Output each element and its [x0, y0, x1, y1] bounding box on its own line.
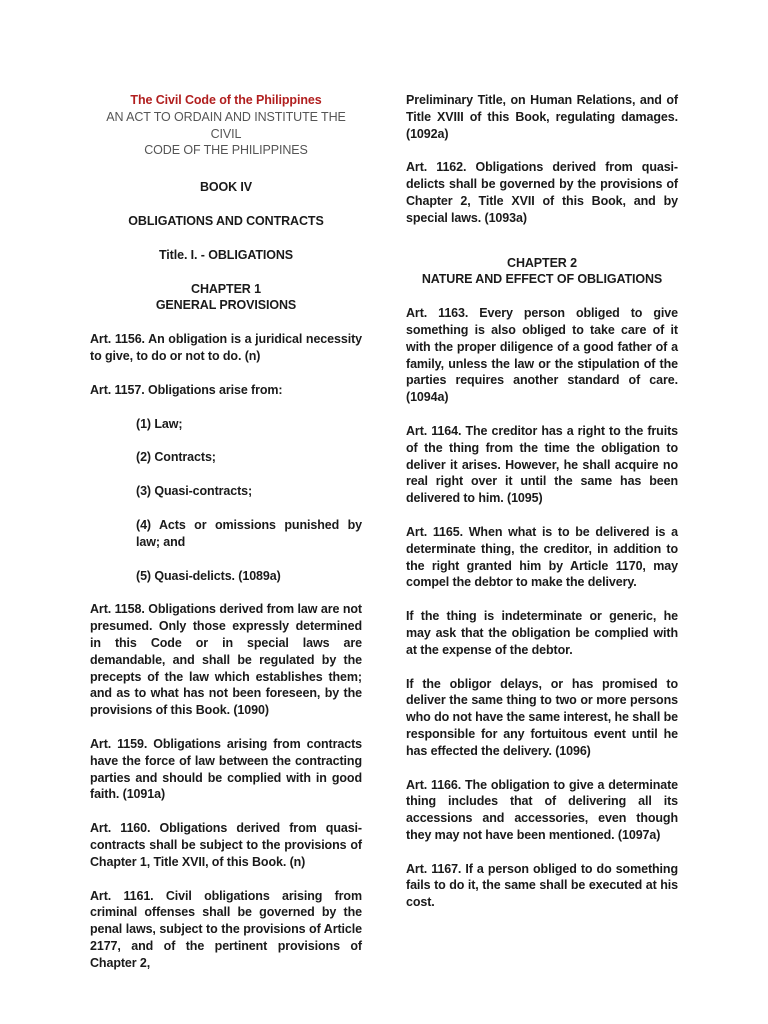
article-1167: Art. 1167. If a person obliged to do something fails to do it, the same shall be executed at his cost.	[406, 861, 678, 910]
article-1156: Art. 1156. An obligation is a juridical necessity to give, to do or not to do. (n)	[90, 332, 362, 363]
article-1164: Art. 1164. The creditor has a right to the fruits of the thing from the time the obligation to deliver it arises. However, he shall acquire no real right over it until the same has been delivered to him. (1095)	[406, 423, 678, 506]
chapter1-label: CHAPTER 1	[191, 281, 261, 296]
document-title: The Civil Code of the Philippines	[130, 93, 322, 107]
article-1165-paragraph-2: If the thing is indeterminate or generic, he may ask that the obligation be complied with at the expense of the debtor.	[406, 609, 678, 657]
article-1162: Art. 1162. Obligations derived from quasi-delicts shall be governed by the provisions of Chapter 2, Title XVII of this Book, and by special laws. (1093a)	[406, 160, 678, 225]
document-subtitle-line1: AN ACT TO ORDAIN AND INSTITUTE THE CIVIL	[106, 109, 346, 141]
book-heading: BOOK IV	[199, 180, 253, 195]
left-column	[90, 92, 362, 971]
list-item-acts-omissions: (4) Acts or omissions punished by law; and	[136, 517, 362, 549]
article-1163: Art. 1163. Every person obliged to give something is also obliged to take care of it with the proper diligence of a good father of a family, unless the law or the stipulation of the parties requires another standard of care. (1094a)	[406, 306, 678, 405]
article-1158: Art. 1158. Obligations derived from law are not presumed. Only those expressly determined in this Code or in special laws are demandable, and shall be regulated by the precepts of the law which establishes them; and as to what has not been foreseen, by the provisions of this Book. (1090)	[90, 602, 362, 718]
article-1159: Art. 1159. Obligations arising from contracts have the force of law between the contracting parties and should be complied with in good faith. (1091a)	[90, 736, 362, 802]
list-item-quasi-contracts: (3) Quasi-contracts;	[136, 484, 253, 499]
right-column	[406, 92, 678, 911]
document-subtitle-line2: CODE OF THE PHILIPPINES	[144, 143, 308, 158]
article-1161-continued: Preliminary Title, on Human Relations, and of Title XVIII of this Book, regulating damages. (1092a)	[406, 93, 678, 141]
article-1161: Art. 1161. Civil obligations arising from criminal offenses shall be governed by the penal laws, subject to the provisions of Article 2177, and of the pertinent provisions of Chapter 2,	[90, 888, 362, 970]
article-1160: Art. 1160. Obligations derived from quasi-contracts shall be subject to the provisions of Chapter 1, Title XVII, of this Book. (n)	[90, 821, 362, 869]
list-item-law: (1) Law;	[136, 416, 183, 431]
chapter2-label: CHAPTER 2	[507, 255, 577, 270]
title-heading: Title. I. - OBLIGATIONS	[158, 247, 294, 262]
chapter1-name: GENERAL PROVISIONS	[155, 298, 297, 313]
list-item-contracts: (2) Contracts;	[136, 450, 216, 465]
article-1165-paragraph-3: If the obligor delays, or has promised to deliver the same thing to two or more persons who do not have the same interest, he shall be responsible for any fortuitous event until he has effected the delivery. (1096)	[406, 676, 678, 758]
article-1157: Art. 1157. Obligations arise from:	[90, 382, 283, 397]
article-1165: Art. 1165. When what is to be delivered is a determinate thing, the creditor, in addition to the right granted him by Article 1170, may compel the debtor to make the delivery.	[406, 524, 678, 590]
book-title: OBLIGATIONS AND CONTRACTS	[128, 213, 324, 228]
article-1166: Art. 1166. The obligation to give a determinate thing includes that of delivering all its accessions and accessories, even though they may not have been mentioned. (1097a)	[406, 777, 678, 842]
chapter2-name: NATURE AND EFFECT OF OBLIGATIONS	[421, 272, 663, 287]
list-item-quasi-delicts: (5) Quasi-delicts. (1089a)	[136, 568, 281, 583]
